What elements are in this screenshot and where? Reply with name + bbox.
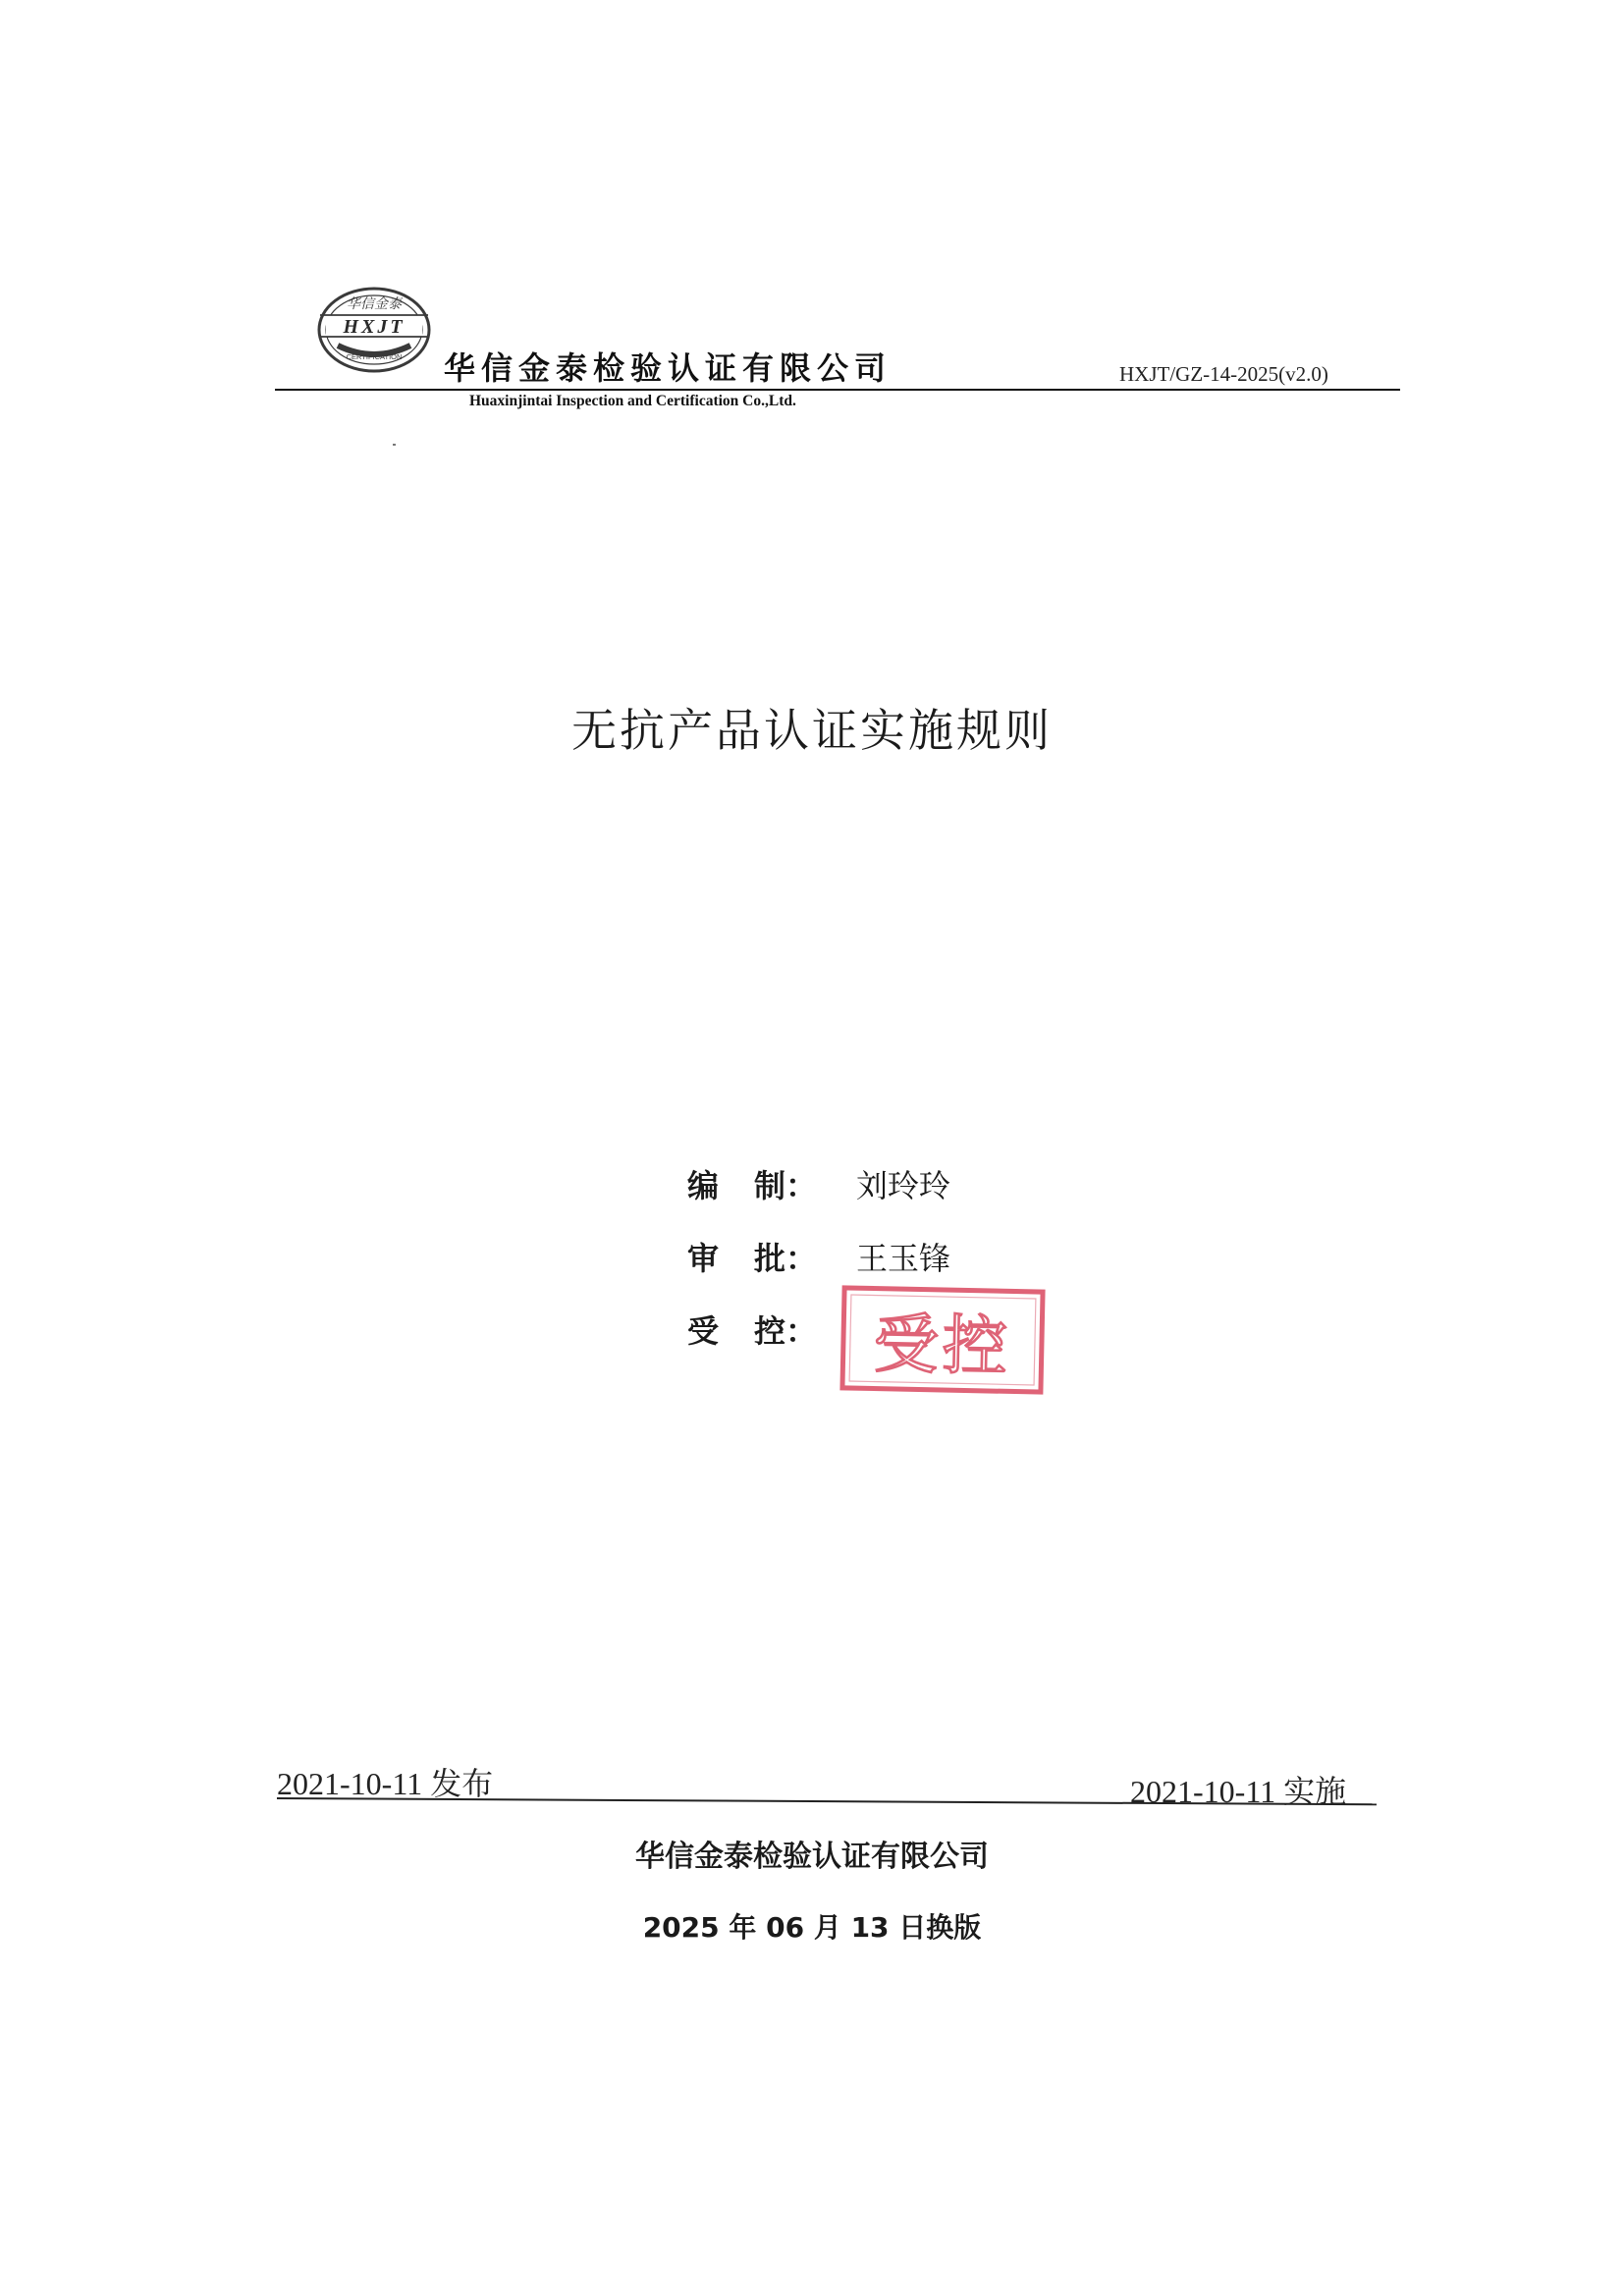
controlled-label-char: 受 — [687, 1312, 720, 1350]
svg-text:CERTIFICATION: CERTIFICATION — [346, 352, 403, 361]
approved-by-label — [687, 1234, 817, 1279]
hxjt-logo-icon — [316, 285, 432, 375]
controlled-label-char-colon: 控： — [753, 1312, 817, 1350]
svg-text:华信金泰: 华信金泰 — [347, 296, 402, 312]
controlled-stamp-icon — [839, 1285, 1046, 1395]
prepared-by-name: 刘玲玲 — [856, 1167, 951, 1204]
document-title: 无抗产品认证实施规则 — [571, 704, 1053, 757]
approved-by-name: 王玉锋 — [856, 1240, 951, 1277]
scan-speck — [393, 444, 396, 446]
svg-text:HXJT: HXJT — [343, 316, 406, 338]
reissue-date: 2025 年 06 月 13 日换版 — [642, 1911, 982, 1944]
controlled-label — [687, 1307, 817, 1352]
svg-text:受控: 受控 — [873, 1306, 1012, 1385]
approved-label-char-colon: 批： — [753, 1240, 817, 1277]
header-divider — [275, 389, 1400, 391]
prepared-label-char-colon: 制： — [753, 1167, 817, 1204]
company-name-en: Huaxinjintai Inspection and Certification Co.,Ltd. — [469, 393, 796, 409]
footer-company-name: 华信金泰检验认证有限公司 — [635, 1840, 989, 1874]
effective-date: 2021-10-11 实施 — [1130, 1774, 1347, 1809]
prepared-label-char: 编 — [687, 1167, 720, 1204]
company-name-cn: 华信金泰检验认证有限公司 — [444, 349, 893, 387]
issue-date: 2021-10-11 发布 — [277, 1766, 494, 1801]
document-code: HXJT/GZ-14-2025(v2.0) — [1119, 362, 1328, 386]
prepared-by-label — [687, 1161, 817, 1206]
approved-label-char: 审 — [687, 1240, 720, 1277]
